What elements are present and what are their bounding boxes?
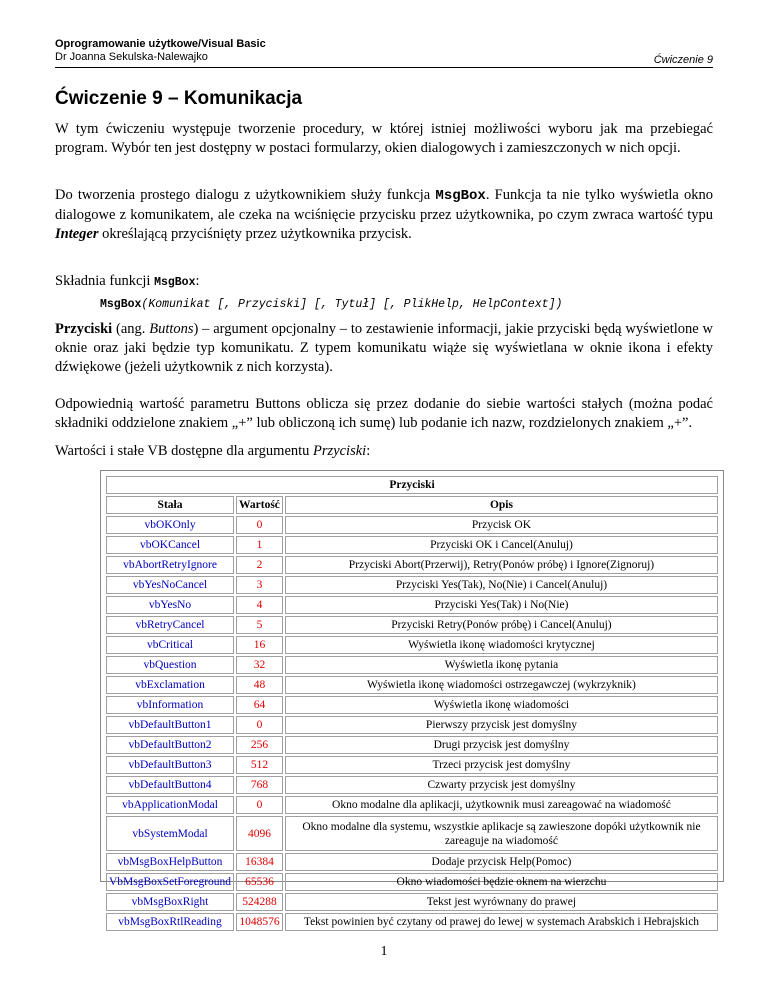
syntax-intro-func: MsgBox xyxy=(154,276,196,289)
msgbox-paragraph xyxy=(55,186,713,244)
table-intro-arg: Przyciski xyxy=(313,443,367,459)
constant-description: Przyciski Abort(Przerwij), Retry(Ponów próbę) i Ignore(Zignoruj) xyxy=(285,556,718,574)
syntax-intro xyxy=(55,272,713,292)
constant-name: vbOKOnly xyxy=(106,516,234,534)
buttons-paragraph xyxy=(55,320,713,377)
buttons-text: ) – argument opcjonalny – to zestawienie informacji, jakie przyciski będą wyświetlone w oknie oraz jaki będzie typ komunikatu. Z typem komunikatu wiąże się wyświetlana w oknie ikona i efekty dźwiękowe (jeżeli użytkownik z nich korzysta). xyxy=(55,321,713,375)
constant-description: Tekst jest wyrównany do prawej xyxy=(285,893,718,911)
constant-description: Tekst powinien być czytany od prawej do lewej w systemach Arabskich i Hebrajskich xyxy=(285,913,718,931)
constant-description: Dodaje przycisk Help(Pomoc) xyxy=(285,853,718,871)
buttons-term: Przyciski xyxy=(55,321,113,337)
intro-paragraph: W tym ćwiczeniu występuje tworzenie procedury, w której istniej możliwości wyboru jak ma przebiegać program. Wybór ten jest dostępny w postaci formularzy, okien dialogowych i zamieszczonych w nich opcji. xyxy=(55,121,713,156)
buttons-english: Buttons xyxy=(149,321,194,337)
constant-value: 4096 xyxy=(236,816,283,851)
constant-value: 524288 xyxy=(236,893,283,911)
constant-name: vbDefaultButton4 xyxy=(106,776,234,794)
constant-description: Okno modalne dla aplikacji, użytkownik musi zareagować na wiadomość xyxy=(285,796,718,814)
constant-description: Wyświetla ikonę wiadomości krytycznej xyxy=(285,636,718,654)
syntax-line xyxy=(100,298,562,311)
page-number: 1 xyxy=(380,944,388,959)
constant-name: vbOKCancel xyxy=(106,536,234,554)
syntax-intro-colon: : xyxy=(195,273,200,289)
constant-value: 0 xyxy=(236,796,283,814)
constant-description: Wyświetla ikonę pytania xyxy=(285,656,718,674)
constant-value: 512 xyxy=(236,756,283,774)
table-row xyxy=(106,656,718,674)
header-stala: Stała xyxy=(106,496,234,514)
table-intro-colon: : xyxy=(366,443,371,459)
table-row xyxy=(106,893,718,911)
constant-value: 5 xyxy=(236,616,283,634)
constant-description: Trzeci przycisk jest domyślny xyxy=(285,756,718,774)
constant-value: 16 xyxy=(236,636,283,654)
constant-name: vbDefaultButton2 xyxy=(106,736,234,754)
constant-name: vbExclamation xyxy=(106,676,234,694)
constant-name: vbMsgBoxRtlReading xyxy=(106,913,234,931)
constant-value: 16384 xyxy=(236,853,283,871)
syntax-func: MsgBox xyxy=(100,298,142,311)
header-course: Oprogramowanie użytkowe/Visual Basic xyxy=(55,38,266,50)
constant-description: Czwarty przycisk jest domyślny xyxy=(285,776,718,794)
table-row xyxy=(106,816,718,851)
constant-name: vbYesNo xyxy=(106,596,234,614)
constant-description: Przyciski Yes(Tak), No(Nie) i Cancel(Anuluj) xyxy=(285,576,718,594)
constant-value: 1048576 xyxy=(236,913,283,931)
table-row xyxy=(106,873,718,891)
table-intro-text: Wartości i stałe VB dostępne dla argumentu xyxy=(55,443,314,459)
table-row xyxy=(106,696,718,714)
constant-value: 3 xyxy=(236,576,283,594)
constant-name: vbMsgBoxRight xyxy=(106,893,234,911)
table-row xyxy=(106,736,718,754)
constant-name: vbApplicationModal xyxy=(106,796,234,814)
msgbox-text-2: . Funkcja ta nie tylko wyświetla okno dialogowe z komunikatem, ale czeka na wciśnięcie przycisku przez użytkownika, po czym zwraca wartość typu xyxy=(55,187,713,223)
constant-description: Pierwszy przycisk jest domyślny xyxy=(285,716,718,734)
syntax-intro-text: Składnia funkcji xyxy=(55,273,155,289)
table-row xyxy=(106,756,718,774)
table-row xyxy=(106,676,718,694)
constant-description: Przyciski Retry(Ponów próbę) i Cancel(Anuluj) xyxy=(285,616,718,634)
constant-description: Okno wiadomości będzie oknem na wierzchu xyxy=(285,873,718,891)
page-header xyxy=(55,38,713,64)
values-paragraph: Odpowiednią wartość parametru Buttons oblicza się przez dodanie do siebie wartości stałych (można podać składniki oddzielone znakiem „+” lub obliczoną ich sumę) lub podanie ich nazw, rozdzielonych znakiem „+”. xyxy=(55,396,713,431)
constant-name: vbDefaultButton1 xyxy=(106,716,234,734)
table-row xyxy=(106,616,718,634)
constant-description: Wyświetla ikonę wiadomości xyxy=(285,696,718,714)
table-caption: Przyciski xyxy=(106,476,718,494)
constant-value: 2 xyxy=(236,556,283,574)
table-row xyxy=(106,853,718,871)
constant-description: Wyświetla ikonę wiadomości ostrzegawczej (wykrzyknik) xyxy=(285,676,718,694)
constant-value: 0 xyxy=(236,516,283,534)
page-title: Ćwiczenie 9 – Komunikacja xyxy=(55,88,303,109)
constant-description: Przyciski OK i Cancel(Anuluj) xyxy=(285,536,718,554)
table-row xyxy=(106,796,718,814)
constant-description: Przycisk OK xyxy=(285,516,718,534)
constant-description: Drugi przycisk jest domyślny xyxy=(285,736,718,754)
table-row xyxy=(106,536,718,554)
constant-name: vbDefaultButton3 xyxy=(106,756,234,774)
msgbox-text-1: Do tworzenia prostego dialogu z użytkownikiem służy funkcja xyxy=(55,187,436,203)
msgbox-text-3: określającą przyciśnięty przez użytkownika przycisk. xyxy=(98,226,412,242)
buttons-table-grid xyxy=(104,474,720,933)
msgbox-func-name: MsgBox xyxy=(435,188,486,204)
constant-name: vbInformation xyxy=(106,696,234,714)
constant-description: Okno modalne dla systemu, wszystkie aplikacje są zawieszone dopóki użytkownik nie zareaguje na wiadomość xyxy=(285,816,718,851)
constant-name: VbMsgBoxSetForeground xyxy=(106,873,234,891)
constant-name: vbAbortRetryIgnore xyxy=(106,556,234,574)
table-row xyxy=(106,516,718,534)
buttons-open: (ang. xyxy=(112,321,150,337)
constant-value: 65536 xyxy=(236,873,283,891)
table-intro xyxy=(55,442,713,461)
table-row xyxy=(106,576,718,594)
constant-value: 4 xyxy=(236,596,283,614)
table-row xyxy=(106,913,718,931)
table-row xyxy=(106,716,718,734)
header-divider xyxy=(55,67,713,68)
syntax-args: (Komunikat [, Przyciski] [, Tytuł] [, PlikHelp, HelpContext]) xyxy=(141,298,563,311)
constant-value: 1 xyxy=(236,536,283,554)
constant-name: vbSystemModal xyxy=(106,816,234,851)
buttons-table xyxy=(100,470,724,928)
msgbox-return-type: Integer xyxy=(55,226,99,242)
constant-value: 64 xyxy=(236,696,283,714)
table-row xyxy=(106,636,718,654)
constant-description: Przyciski Yes(Tak) i No(Nie) xyxy=(285,596,718,614)
constant-value: 48 xyxy=(236,676,283,694)
table-row xyxy=(106,776,718,794)
header-exercise: Ćwiczenie 9 xyxy=(653,54,713,66)
header-opis: Opis xyxy=(285,496,718,514)
constant-name: vbYesNoCancel xyxy=(106,576,234,594)
table-row xyxy=(106,596,718,614)
table-row xyxy=(106,556,718,574)
constant-name: vbRetryCancel xyxy=(106,616,234,634)
constant-name: vbQuestion xyxy=(106,656,234,674)
constant-value: 0 xyxy=(236,716,283,734)
constant-value: 32 xyxy=(236,656,283,674)
header-wartosc: Wartość xyxy=(236,496,283,514)
constant-value: 256 xyxy=(236,736,283,754)
constant-name: vbCritical xyxy=(106,636,234,654)
header-author: Dr Joanna Sekulska-Nalewajko xyxy=(55,51,208,63)
constant-value: 768 xyxy=(236,776,283,794)
constant-name: vbMsgBoxHelpButton xyxy=(106,853,234,871)
